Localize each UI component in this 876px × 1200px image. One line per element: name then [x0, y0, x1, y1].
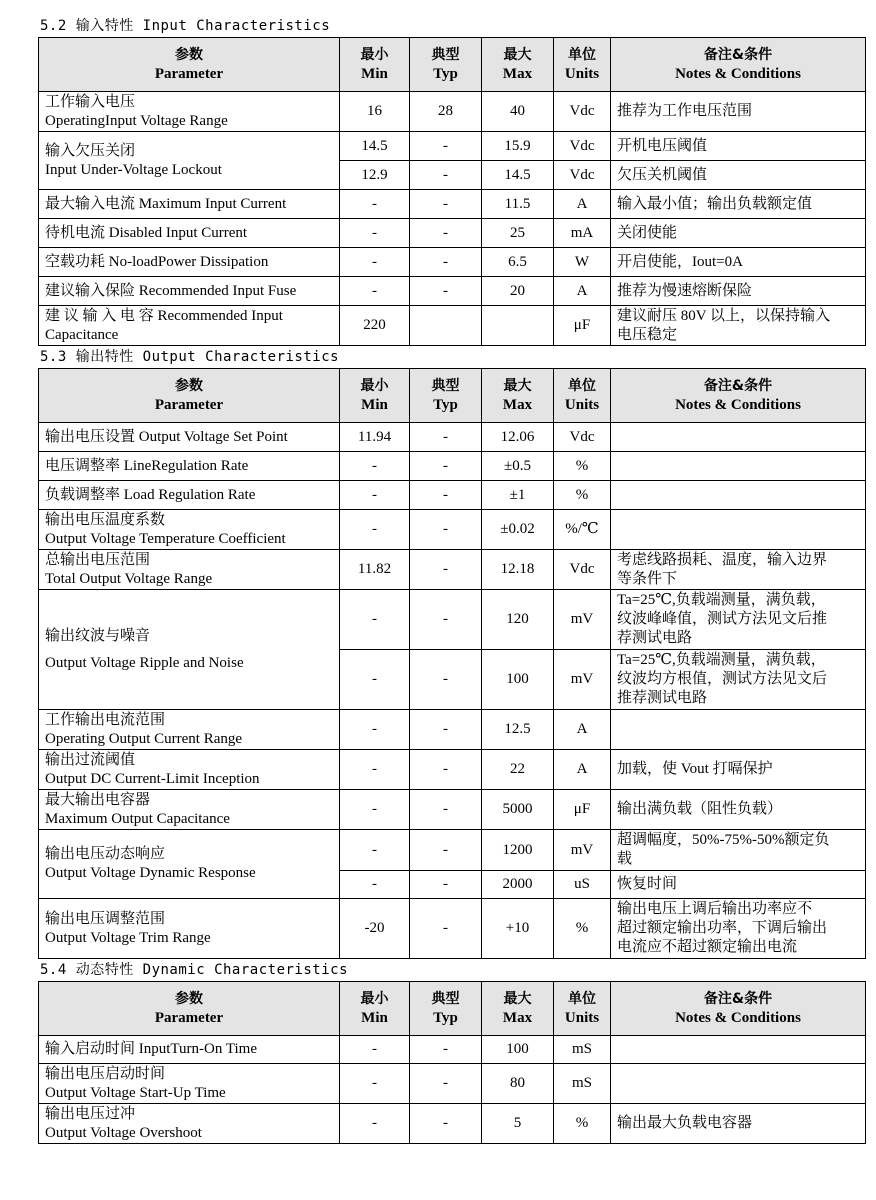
table-row — [39, 710, 866, 750]
max-cell: 40 — [482, 92, 554, 132]
unit-cell: %/℃ — [554, 510, 611, 550]
min-cell: - — [340, 510, 410, 550]
unit-cell: Vdc — [554, 92, 611, 132]
param-cell: 最大输出电容器 Maximum Output Capacitance — [39, 790, 340, 830]
table-row — [39, 899, 866, 959]
param-cell: 工作输出电流范围 Operating Output Current Range — [39, 710, 340, 750]
dynamic-characteristics-table — [38, 981, 866, 1144]
max-cell: 12.18 — [482, 550, 554, 590]
min-cell: - — [340, 1064, 410, 1104]
max-cell: 14.5 — [482, 161, 554, 190]
typ-cell: - — [410, 132, 482, 161]
min-cell: -20 — [340, 899, 410, 959]
typ-cell: - — [410, 481, 482, 510]
typ-cell: - — [410, 423, 482, 452]
unit-cell: A — [554, 750, 611, 790]
min-cell: - — [340, 219, 410, 248]
max-cell: 120 — [482, 590, 554, 650]
param-cell: 输出纹波与噪音 Output Voltage Ripple and Noise — [39, 590, 340, 710]
header-parameter: 参数 Parameter — [39, 369, 340, 423]
notes-cell: 考虑线路损耗、温度，输入边界 等条件下 — [611, 550, 866, 590]
notes-cell: 超调幅度，50%-75%-50%额定负 载 — [611, 830, 866, 871]
unit-cell: mV — [554, 830, 611, 871]
max-cell: 12.06 — [482, 423, 554, 452]
header-typ: 典型 Typ — [410, 369, 482, 423]
param-cell: 输入欠压关闭 Input Under-Voltage Lockout — [39, 132, 340, 190]
output-characteristics-table — [38, 368, 866, 959]
min-cell: - — [340, 871, 410, 899]
notes-cell: 输出电压上调后输出功率应不 超过额定输出功率，下调后输出 电流应不超过额定输出电流 — [611, 899, 866, 959]
param-cell: 输出电压过冲 Output Voltage Overshoot — [39, 1104, 340, 1144]
table-row — [39, 1036, 866, 1064]
max-cell: 12.5 — [482, 710, 554, 750]
header-typ: 典型 Typ — [410, 38, 482, 92]
table-row — [39, 510, 866, 550]
table-row — [39, 132, 866, 161]
param-cell: 最大输入电流 Maximum Input Current — [39, 190, 340, 219]
max-cell: 1200 — [482, 830, 554, 871]
param-cell: 电压调整率 LineRegulation Rate — [39, 452, 340, 481]
section-title-output: 5.3 输出特性 Output Characteristics — [40, 349, 340, 365]
table-row — [39, 306, 866, 346]
min-cell: 14.5 — [340, 132, 410, 161]
unit-cell: % — [554, 481, 611, 510]
min-cell: 11.94 — [340, 423, 410, 452]
table-row — [39, 830, 866, 871]
table-row — [39, 219, 866, 248]
max-cell: 20 — [482, 277, 554, 306]
table-row — [39, 190, 866, 219]
table-row — [39, 1064, 866, 1104]
header-min: 最小 Min — [340, 982, 410, 1036]
typ-cell — [410, 306, 482, 346]
typ-cell: - — [410, 790, 482, 830]
notes-cell: Ta=25℃,负载端测量，满负载， 纹波峰峰值，测试方法见文后推 荐测试电路 — [611, 590, 866, 650]
notes-cell: 输出满负载（阻性负载） — [611, 790, 866, 830]
unit-cell: % — [554, 899, 611, 959]
typ-cell: - — [410, 590, 482, 650]
typ-cell: - — [410, 161, 482, 190]
max-cell: 22 — [482, 750, 554, 790]
header-row — [39, 38, 866, 92]
param-cell: 工作输入电压 OperatingInput Voltage Range — [39, 92, 340, 132]
typ-cell: - — [410, 710, 482, 750]
table-row — [39, 452, 866, 481]
param-cell: 输出电压设置 Output Voltage Set Point — [39, 423, 340, 452]
min-cell: - — [340, 277, 410, 306]
spec-page — [0, 15, 876, 1144]
min-cell: 220 — [340, 306, 410, 346]
param-cell: 建议输入保险 Recommended Input Fuse — [39, 277, 340, 306]
header-row — [39, 369, 866, 423]
notes-cell: 恢复时间 — [611, 871, 866, 899]
unit-cell: A — [554, 710, 611, 750]
max-cell: 100 — [482, 650, 554, 710]
notes-cell — [611, 1064, 866, 1104]
notes-cell: 输入最小值；输出负载额定值 — [611, 190, 866, 219]
header-min: 最小 Min — [340, 369, 410, 423]
typ-cell: - — [410, 190, 482, 219]
unit-cell: mV — [554, 590, 611, 650]
unit-cell: Vdc — [554, 161, 611, 190]
unit-cell: Vdc — [554, 132, 611, 161]
max-cell: 80 — [482, 1064, 554, 1104]
typ-cell: - — [410, 277, 482, 306]
typ-cell: - — [410, 1104, 482, 1144]
param-cell: 输入启动时间 InputTurn-On Time — [39, 1036, 340, 1064]
min-cell: - — [340, 190, 410, 219]
min-cell: - — [340, 750, 410, 790]
notes-cell — [611, 710, 866, 750]
min-cell: - — [340, 1036, 410, 1064]
unit-cell: % — [554, 1104, 611, 1144]
notes-cell: 加载，使 Vout 打嗝保护 — [611, 750, 866, 790]
max-cell: 100 — [482, 1036, 554, 1064]
typ-cell: - — [410, 750, 482, 790]
header-units: 单位 Units — [554, 369, 611, 423]
input-characteristics-table — [38, 37, 866, 346]
param-cell: 待机电流 Disabled Input Current — [39, 219, 340, 248]
section-title-dynamic: 5.4 动态特性 Dynamic Characteristics — [40, 962, 349, 978]
max-cell: ±0.5 — [482, 452, 554, 481]
min-cell: - — [340, 1104, 410, 1144]
min-cell: - — [340, 710, 410, 750]
typ-cell: - — [410, 1064, 482, 1104]
unit-cell: A — [554, 190, 611, 219]
table-row — [39, 1104, 866, 1144]
param-cell: 总输出电压范围 Total Output Voltage Range — [39, 550, 340, 590]
notes-cell — [611, 481, 866, 510]
notes-cell: 推荐为工作电压范围 — [611, 92, 866, 132]
unit-cell: μF — [554, 790, 611, 830]
unit-cell: % — [554, 452, 611, 481]
unit-cell: Vdc — [554, 423, 611, 452]
table-row — [39, 481, 866, 510]
max-cell: 6.5 — [482, 248, 554, 277]
table-row — [39, 750, 866, 790]
header-row — [39, 982, 866, 1036]
notes-cell: 欠压关机阈值 — [611, 161, 866, 190]
max-cell: ±1 — [482, 481, 554, 510]
param-cell: 输出电压动态响应 Output Voltage Dynamic Response — [39, 830, 340, 899]
header-parameter: 参数 Parameter — [39, 982, 340, 1036]
typ-cell: - — [410, 550, 482, 590]
header-notes: 备注&条件 Notes & Conditions — [611, 369, 866, 423]
typ-cell: - — [410, 248, 482, 277]
header-notes: 备注&条件 Notes & Conditions — [611, 982, 866, 1036]
notes-cell: 开启使能，Iout=0A — [611, 248, 866, 277]
param-cell: 负载调整率 Load Regulation Rate — [39, 481, 340, 510]
typ-cell: 28 — [410, 92, 482, 132]
param-cell: 输出电压调整范围 Output Voltage Trim Range — [39, 899, 340, 959]
param-cell: 空载功耗 No-loadPower Dissipation — [39, 248, 340, 277]
table-row — [39, 92, 866, 132]
header-notes: 备注&条件 Notes & Conditions — [611, 38, 866, 92]
unit-cell: uS — [554, 871, 611, 899]
typ-cell: - — [410, 219, 482, 248]
min-cell: - — [340, 481, 410, 510]
table-row — [39, 550, 866, 590]
header-min: 最小 Min — [340, 38, 410, 92]
min-cell: - — [340, 452, 410, 481]
header-typ: 典型 Typ — [410, 982, 482, 1036]
max-cell: 5000 — [482, 790, 554, 830]
min-cell: - — [340, 790, 410, 830]
param-cell: 输出过流阈值 Output DC Current-Limit Inception — [39, 750, 340, 790]
header-max: 最大 Max — [482, 369, 554, 423]
unit-cell: mS — [554, 1036, 611, 1064]
min-cell: - — [340, 248, 410, 277]
typ-cell: - — [410, 1036, 482, 1064]
table-row — [39, 790, 866, 830]
header-parameter: 参数 Parameter — [39, 38, 340, 92]
unit-cell: A — [554, 277, 611, 306]
header-max: 最大 Max — [482, 982, 554, 1036]
header-max: 最大 Max — [482, 38, 554, 92]
unit-cell: W — [554, 248, 611, 277]
section-title-input: 5.2 输入特性 Input Characteristics — [40, 18, 331, 34]
param-cell: 输出电压启动时间 Output Voltage Start-Up Time — [39, 1064, 340, 1104]
min-cell: 12.9 — [340, 161, 410, 190]
notes-cell — [611, 510, 866, 550]
notes-cell: 建议耐压 80V 以上，以保持输入 电压稳定 — [611, 306, 866, 346]
notes-cell — [611, 452, 866, 481]
table-row — [39, 590, 866, 650]
notes-cell — [611, 423, 866, 452]
max-cell: +10 — [482, 899, 554, 959]
header-units: 单位 Units — [554, 38, 611, 92]
notes-cell — [611, 1036, 866, 1064]
max-cell: 5 — [482, 1104, 554, 1144]
max-cell: 25 — [482, 219, 554, 248]
param-cell: 建 议 输 入 电 容 Recommended Input Capacitance — [39, 306, 340, 346]
min-cell: 11.82 — [340, 550, 410, 590]
unit-cell: μF — [554, 306, 611, 346]
unit-cell: mS — [554, 1064, 611, 1104]
notes-cell: 推荐为慢速熔断保险 — [611, 277, 866, 306]
param-cell: 输出电压温度系数 Output Voltage Temperature Coefficient — [39, 510, 340, 550]
unit-cell: mA — [554, 219, 611, 248]
typ-cell: - — [410, 871, 482, 899]
max-cell: ±0.02 — [482, 510, 554, 550]
notes-cell: 关闭使能 — [611, 219, 866, 248]
max-cell: 2000 — [482, 871, 554, 899]
table-row — [39, 277, 866, 306]
min-cell: - — [340, 830, 410, 871]
unit-cell: Vdc — [554, 550, 611, 590]
min-cell: - — [340, 590, 410, 650]
notes-cell: Ta=25℃,负载端测量，满负载， 纹波均方根值，测试方法见文后 推荐测试电路 — [611, 650, 866, 710]
max-cell — [482, 306, 554, 346]
unit-cell: mV — [554, 650, 611, 710]
notes-cell: 输出最大负载电容器 — [611, 1104, 866, 1144]
typ-cell: - — [410, 830, 482, 871]
typ-cell: - — [410, 510, 482, 550]
min-cell: - — [340, 650, 410, 710]
table-row — [39, 248, 866, 277]
notes-cell: 开机电压阈值 — [611, 132, 866, 161]
header-units: 单位 Units — [554, 982, 611, 1036]
table-row — [39, 423, 866, 452]
typ-cell: - — [410, 650, 482, 710]
max-cell: 15.9 — [482, 132, 554, 161]
typ-cell: - — [410, 452, 482, 481]
max-cell: 11.5 — [482, 190, 554, 219]
typ-cell: - — [410, 899, 482, 959]
min-cell: 16 — [340, 92, 410, 132]
